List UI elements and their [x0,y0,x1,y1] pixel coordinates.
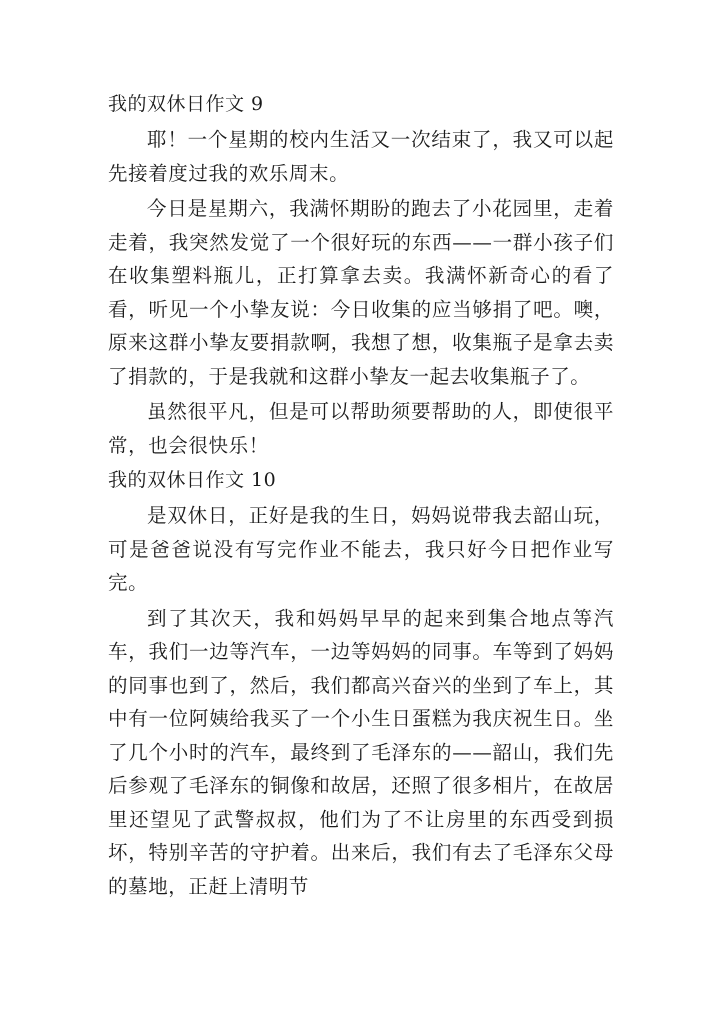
section-heading: 我的双休日作文 9 [108,93,264,115]
paragraph: 到了其次天，我和妈妈早早的起来到集合地点等汽车，我们一边等汽车，一边等妈妈的同事。车等到了妈妈的同事也到了，然后，我们都高兴奋兴的坐到了车上，其中有一位阿姨给我买了一个小生日蛋糕为我庆祝生日。坐了几个小时的汽车，最终到了毛泽东的——韶山，我们先后参观了毛泽东的铜像和故居，还照了很多相片，在故居里还望见了武警叔叔，他们为了不让房里的东西受到损坏，特别辛苦的守护着。出来后，我们有去了毛泽东父母的墓地，正赶上清明节 [108,606,614,898]
paragraph: 虽然很平凡，但是可以帮助须要帮助的人，即使很平常，也会很快乐！ [108,400,614,457]
paragraph: 是双休日，正好是我的生日，妈妈说带我去韶山玩，可是爸爸说没有写完作业不能去，我只好今日把作业写完。 [108,504,614,594]
paragraph: 今日是星期六，我满怀期盼的跑去了小花园里，走着走着，我突然发觉了一个很好玩的东西——一群小孩子们在收集塑料瓶儿，正打算拿去卖。我满怀新奇心的看了看，听见一个小挚友说：今日收集的应当够捐了吧。噢，原来这群小挚友要捐款啊，我想了想，收集瓶子是拿去卖了捐款的，于是我就和这群小挚友一起去收集瓶子了。 [108,197,614,388]
section-heading: 我的双休日作文 10 [108,469,277,491]
essay-section-10 [108,464,614,903]
paragraph: 耶！一个星期的校内生活又一次结束了，我又可以起先接着度过我的欢乐周末。 [108,128,614,185]
essay-section-9 [108,88,614,462]
document-page [108,88,614,905]
